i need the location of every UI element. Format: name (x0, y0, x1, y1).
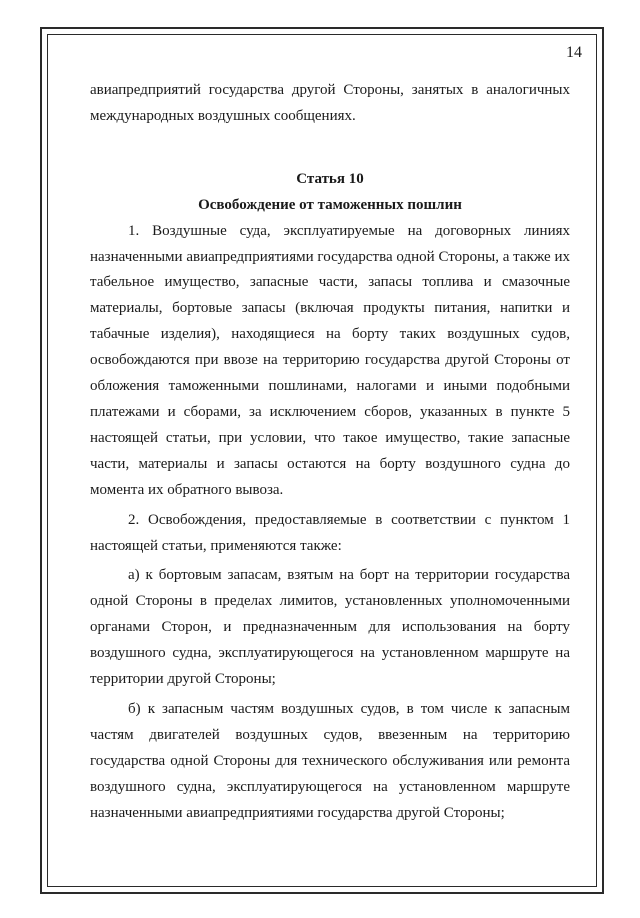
paragraph-1: 1. Воздушные суда, эксплуатируемые на договорных линиях назначенными авиапредприятиями государства одной Стороны, а также их табельное имущество, запасные части, запасы топлива и смазочные материалы, бортовые запасы (включая продукты питания, напитки и табачные изделия), находящиеся на борту таких воздушных судов, освобождаются при ввозе на территорию государства другой Стороны от обложения таможенными пошлинами, налогами и иными подобными платежами и сборами, за исключением сборов, указанных в пункте 5 настоящей статьи, при условии, что такое имущество, такие запасные части, материалы и запасы остаются на борту воздушного судна до момента их обратного вывоза. (90, 222, 570, 498)
section-spacer (90, 130, 570, 167)
paragraph-2: 2. Освобождения, предоставляемые в соответствии с пунктом 1 настоящей статьи, применяются также: (90, 511, 570, 554)
document-body (90, 78, 570, 826)
paragraph-2a: а) к бортовым запасам, взятым на борт на территории государства одной Стороны в пределах лимитов, установленных уполномоченными органами Сторон, и предназначенным для использования на борту воздушного судна, эксплуатирующегося на установленном маршруте на территории другой Стороны; (90, 567, 570, 688)
continuation-paragraph: авиапредприятий государства другой Стороны, занятых в аналогичных международных воздушных сообщениях. (90, 82, 570, 124)
article-subtitle: Освобождение от таможенных пошлин (198, 196, 462, 213)
article-title: Статья 10 (296, 170, 364, 187)
page-number: 14 (566, 44, 582, 61)
paragraph-2b: б) к запасным частям воздушных судов, в том числе к запасным частям двигателей воздушных судов, ввезенным на территорию государства одной Стороны для технического обслуживания или ремонта воздушного судна, эксплуатирующегося на установленном маршруте назначенными авиапредприятиями государства другой Стороны; (90, 700, 570, 821)
